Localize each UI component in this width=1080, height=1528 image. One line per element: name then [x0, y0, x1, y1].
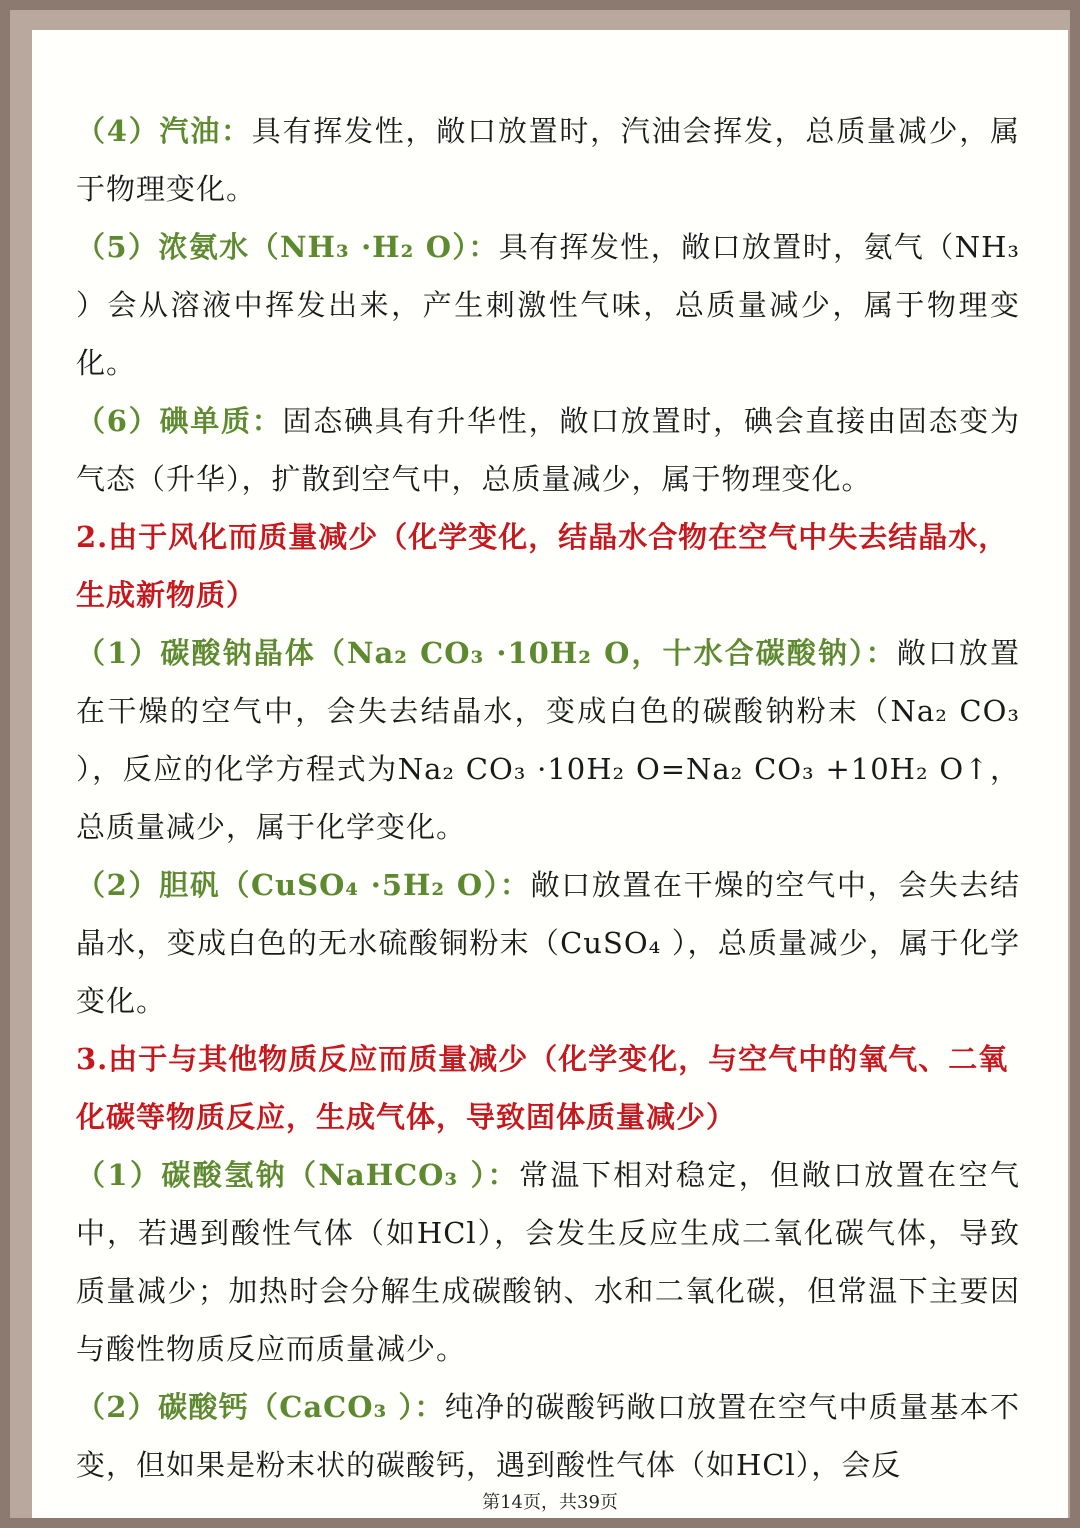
- text-iodine: 固态碘具有升华性，敞口放置时，碘会直接由固态变为气态（升华），扩散到空气中，总质量减少，属于物理变化。: [76, 404, 1020, 496]
- term-sodium-bicarbonate: （1）碳酸氢钠（NaHCO₃ ）：: [76, 1158, 519, 1192]
- paragraph-iodine: [76, 392, 1020, 508]
- section-heading-efflorescence: 2.由于风化而质量减少（化学变化，结晶水合物在空气中失去结晶水，生成新物质）: [76, 520, 1009, 612]
- page-frame: [10, 10, 1070, 1518]
- paragraph-gasoline: [76, 102, 1020, 218]
- document-page: [32, 30, 1068, 1518]
- term-gasoline: （4）汽油：: [76, 114, 252, 148]
- paragraph-sodium-carbonate-crystal: [76, 624, 1020, 856]
- paragraph-blue-vitriol: [76, 856, 1020, 1030]
- term-iodine: （6）碘单质：: [76, 404, 283, 438]
- text-sodium-carbonate-crystal: 敞口放置在干燥的空气中，会失去结晶水，变成白色的碳酸钠粉末（Na₂ CO₃ ），反应的化学方程式为Na₂ CO₃ ·10H₂ O=Na₂ CO₃ +10H₂ O↑，总质量减少，属于化学变化。: [76, 636, 1020, 844]
- text-calcium-carbonate: 纯净的碳酸钙敞口放置在空气中质量基本不变，但如果是粉末状的碳酸钙，遇到酸性气体（如HCl），会反: [76, 1390, 1020, 1482]
- text-sodium-bicarbonate: 常温下相对稳定，但敞口放置在空气中，若遇到酸性气体（如HCl），会发生反应生成二氧化碳气体，导致质量减少；加热时会分解生成碳酸钠、水和二氧化碳，但常温下主要因与酸性物质反应而质量减少。: [76, 1158, 1020, 1366]
- term-sodium-carbonate-crystal: （1）碳酸钠晶体（Na₂ CO₃ ·10H₂ O，十水合碳酸钠）：: [76, 636, 897, 670]
- term-blue-vitriol: （2）胆矾（CuSO₄ ·5H₂ O）：: [76, 868, 531, 902]
- term-calcium-carbonate: （2）碳酸钙（CaCO₃ ）：: [76, 1390, 445, 1424]
- page-number-footer: 第14页，共39页: [482, 1492, 618, 1513]
- paragraph-ammonia: [76, 218, 1020, 392]
- term-ammonia: （5）浓氨水（NH₃ ·H₂ O）：: [76, 230, 499, 264]
- text-blue-vitriol: 敞口放置在干燥的空气中，会失去结晶水，变成白色的无水硫酸铜粉末（CuSO₄ ），总质量减少，属于化学变化。: [76, 868, 1020, 1018]
- text-ammonia: 具有挥发性，敞口放置时，氨气（NH₃ ）会从溶液中挥发出来，产生刺激性气味，总质量减少，属于物理变化。: [76, 230, 1020, 380]
- text-gasoline: 具有挥发性，敞口放置时，汽油会挥发，总质量减少，属于物理变化。: [76, 114, 1020, 206]
- paragraph-calcium-carbonate: [76, 1378, 1020, 1494]
- paragraph-sodium-bicarbonate: [76, 1146, 1020, 1378]
- section-heading-reaction: 3.由于与其他物质反应而质量减少（化学变化，与空气中的氧气、二氧化碳等物质反应，生成气体，导致固体质量减少）: [76, 1042, 1009, 1134]
